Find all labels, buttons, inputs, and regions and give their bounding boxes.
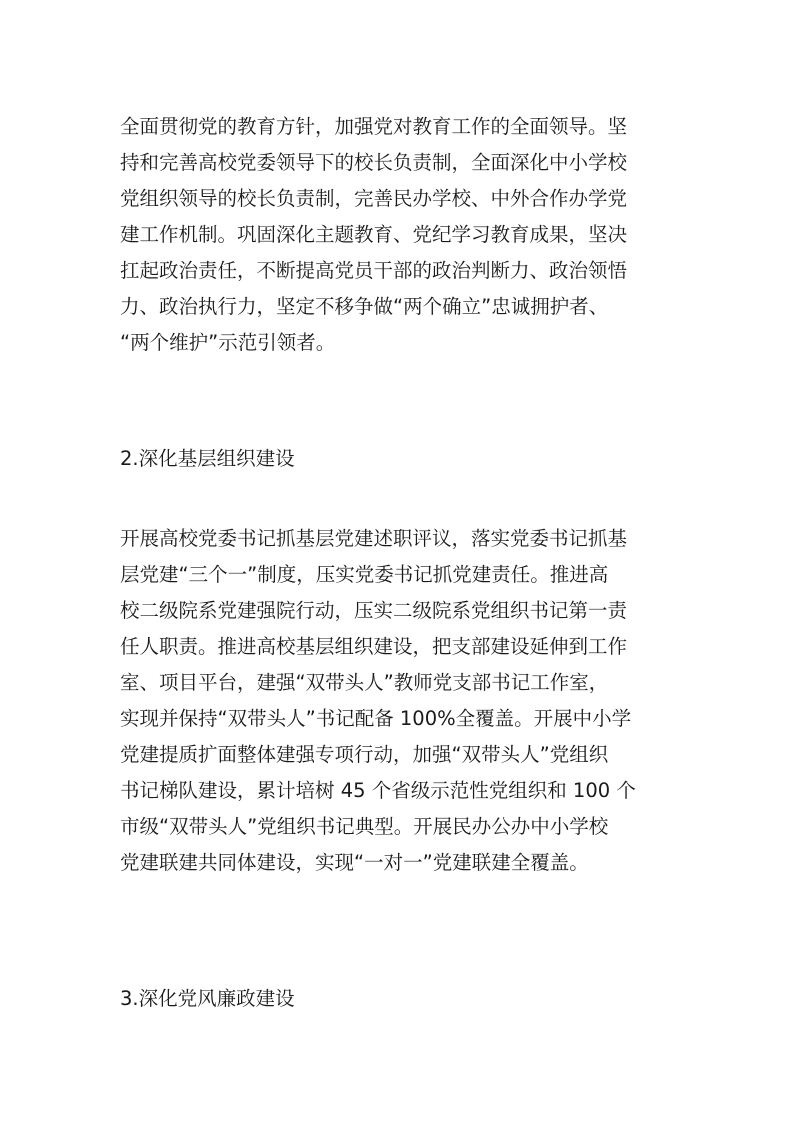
text-line: 全面贯彻党的教育方针，加强党对教育工作的全面领导。坚: [120, 115, 628, 138]
text-line: 力、政治执行力，坚定不移争做“两个确立”忠诚拥护者、: [120, 295, 609, 318]
text-line: 党组织领导的校长负责制，完善民办学校、中外合作办学党: [120, 187, 628, 210]
section-heading-integrity: 3.深化党风廉政建设: [120, 987, 295, 1010]
paragraph-grassroots-organization: [120, 521, 680, 881]
section-heading-grassroots: 2.深化基层组织建设: [120, 447, 295, 470]
text-line: 实现并保持“双带头人”书记配备 100%全覆盖。开展中小学: [120, 707, 632, 730]
text-line: 扛起政治责任，不断提高党员干部的政治判断力、政治领悟: [120, 259, 628, 282]
text-line: 开展高校党委书记抓基层党建述职评议，落实党委书记抓基: [120, 527, 628, 550]
text-line: 室、项目平台，建强“双带头人”教师党支部书记工作室，: [120, 671, 609, 694]
text-line: 党建联建共同体建设，实现“一对一”党建联建全覆盖。: [120, 851, 589, 874]
text-line: 任人职责。推进高校基层组织建设，把支部建设延伸到工作: [120, 635, 628, 658]
text-line: 市级“双带头人”党组织书记典型。开展民办公办中小学校: [120, 815, 609, 838]
text-line: 书记梯队建设，累计培树 45 个省级示范性党组织和 100 个: [120, 779, 636, 802]
text-line: 层党建“三个一”制度，压实党委书记抓党建责任。推进高: [120, 563, 609, 586]
text-line: 校二级院系党建强院行动，压实二级院系党组织书记第一责: [120, 599, 628, 622]
paragraph-party-leadership: [120, 109, 680, 361]
text-line: 持和完善高校党委领导下的校长负责制，全面深化中小学校: [120, 151, 628, 174]
text-line: “两个维护”示范引领者。: [120, 331, 336, 354]
text-line: 党建提质扩面整体建强专项行动，加强“双带头人”党组织: [120, 743, 609, 766]
text-line: 建工作机制。巩固深化主题教育、党纪学习教育成果，坚决: [120, 223, 628, 246]
